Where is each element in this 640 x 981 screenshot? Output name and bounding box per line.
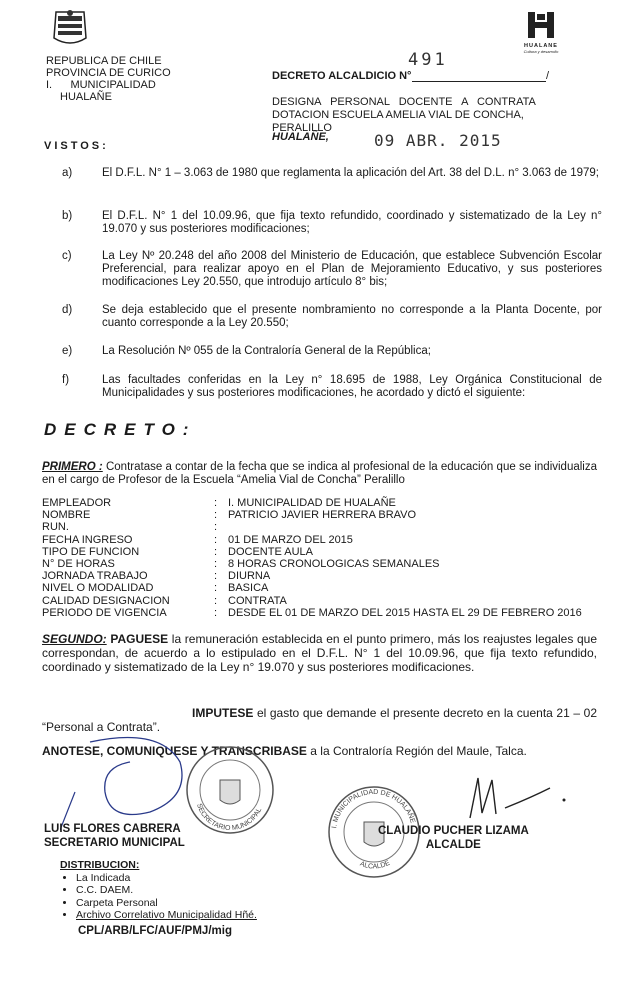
detail-value: DIURNA (228, 570, 271, 583)
issuer-block (46, 55, 171, 103)
designa-line: DESIGNA PERSONAL DOCENTE A CONTRATA (272, 96, 536, 108)
detail-row (42, 607, 602, 619)
distribution-list (60, 872, 257, 922)
detail-value (228, 521, 602, 533)
detail-separator: : (214, 509, 218, 522)
detail-separator: : (214, 497, 218, 509)
date-stamp: 09 ABR. 2015 (374, 131, 502, 150)
decreto-label: DECRETO ALCALDICIO N° (272, 70, 412, 82)
distribution-item: • Carpeta Personal (76, 897, 257, 910)
detail-separator: : (214, 557, 218, 570)
signer-name: LUIS FLORES CABRERA (44, 823, 181, 835)
detail-row (42, 558, 602, 570)
item-text: El D.F.L. N° 1 – 3.063 de 1980 que reglamenta la aplicación del Art. 38 del D.L. n° 3.063 de 1979; (102, 167, 599, 179)
distribution-heading: DISTRIBUCION: (60, 859, 140, 871)
seal-text: ALCALDE (358, 859, 392, 871)
issuer-line: HUALAÑE (60, 91, 112, 103)
decreto-slash: / (546, 70, 550, 82)
detail-key: TIPO DE FUNCION (42, 545, 140, 558)
anotese-keyword: ANOTESE, COMUNIQUESE Y TRANSCRIBASE (42, 744, 307, 758)
logo-name: HUALANE (524, 43, 558, 49)
seal-text: SECRETARIO MUNICIPAL (195, 802, 264, 833)
signer-name: CLAUDIO PUCHER LIZAMA (378, 825, 529, 837)
distribution-item: • La Indicada (76, 872, 257, 885)
detail-value: BASICA (228, 582, 269, 595)
detail-separator: : (214, 545, 218, 558)
item-letter: d) (62, 304, 73, 316)
detail-separator: : (214, 521, 218, 534)
distribution-item: • Archivo Correlativo Municipalidad Hñé. (76, 909, 257, 922)
detail-key: CALIDAD DESIGNACION (42, 594, 170, 607)
detail-value: DESDE EL 01 DE MARZO DEL 2015 HASTA EL 29 DE FEBRERO 2016 (228, 606, 582, 619)
item-text: Las facultades conferidas en la Ley n° 18.695 de 1988, Ley Orgánica Constitucional de Municipalidades y sus posteriores modificaciones, he acordado y dictó el siguiente: (102, 374, 602, 399)
vistos-item (62, 374, 602, 400)
hualane-logo (518, 10, 564, 54)
designa-line: DOTACION ESCUELA AMELIA VIAL DE CONCHA, PERALILLO (272, 109, 524, 134)
hualane-logo-icon (525, 10, 557, 40)
item-text: El D.F.L. N° 1 del 10.09.96, que fija texto refundido, coordinado y sistematizado de la Ley n° 19.070 y sus posteriores modificaciones; (102, 210, 602, 235)
vistos-heading: VISTOS: (44, 140, 109, 152)
detail-row (42, 534, 602, 546)
decreto-number: 491 (408, 50, 448, 70)
vistos-item (62, 250, 602, 289)
detail-key: N° DE HORAS (42, 557, 115, 570)
detail-value: PATRICIO JAVIER HERRERA BRAVO (228, 509, 417, 522)
segundo-paragraph (42, 632, 597, 674)
detail-separator: : (214, 582, 218, 595)
item-letter: a) (62, 167, 73, 179)
reference-codes: CPL/ARB/LFC/AUF/PMJ/mig (78, 925, 232, 937)
detail-row (42, 582, 602, 594)
left-signer (44, 822, 185, 850)
detail-value: I. MUNICIPALIDAD DE HUALAÑE (228, 497, 396, 509)
signer-title: ALCALDE (425, 839, 481, 851)
signer-title: SECRETARIO MUNICIPAL (44, 837, 185, 849)
detail-separator: : (214, 594, 218, 607)
right-signature-mark (460, 768, 570, 828)
detail-key: JORNADA TRABAJO (42, 570, 148, 583)
item-letter: c) (62, 250, 72, 262)
distribution-item: • C.C. DAEM. (76, 884, 257, 897)
vistos-item (62, 345, 602, 358)
detail-key: NOMBRE (42, 509, 91, 522)
detail-row (42, 546, 602, 558)
detail-key: EMPLEADOR (42, 497, 112, 509)
issuer-line: PROVINCIA DE CURICO (46, 67, 171, 79)
primero-paragraph (42, 461, 597, 487)
detail-value: 01 DE MARZO DEL 2015 (228, 533, 353, 546)
detail-value: 8 HORAS CRONOLOGICAS SEMANALES (228, 557, 440, 570)
imputese-paragraph (42, 706, 597, 734)
item-text: Se deja establecido que el presente nombramiento no corresponde a la Planta Docente, por cuanto corresponde a la Ley 20.550; (102, 304, 602, 329)
issuer-line: REPUBLICA DE CHILE (46, 55, 162, 67)
detail-row (42, 595, 602, 607)
left-signature-mark (60, 732, 220, 832)
municipal-crest-icon (48, 8, 92, 48)
decreto-heading: DECRETO: (44, 420, 197, 439)
appointment-details (42, 497, 602, 619)
detail-row (42, 521, 602, 533)
distribution-block (60, 859, 257, 922)
item-text: La Ley Nº 20.248 del año 2008 del Ministerio de Educación, que establece Subvención Escolar Preferencial, para realizar apoyo en el Plan de Mejoramiento Educativo, y sus posteriores modificaciones Ley 20.550, que introdujo artículo 8° bis; (102, 250, 602, 288)
vistos-item (62, 304, 602, 330)
issuer-line: I. MUNICIPALIDAD (46, 79, 156, 91)
detail-key: NIVEL O MODALIDAD (42, 582, 154, 595)
primero-label: PRIMERO : (42, 461, 103, 473)
detail-row (42, 570, 602, 582)
item-letter: f) (62, 374, 70, 386)
primero-text: Contratase a contar de la fecha que se indica al profesional de la educación que se individualiza en el cargo de Profesor de la Escuela “Amelia Vial de Concha” Peralillo (42, 461, 598, 486)
detail-value: CONTRATA (228, 594, 287, 607)
segundo-keyword: PAGUESE (106, 632, 169, 646)
item-letter: b) (62, 210, 73, 222)
detail-separator: : (214, 533, 218, 546)
segundo-text: la remuneración establecida en el punto primero, más los reajustes legales que correspondan, de acuerdo a lo estipulado en el D.F.L. N° 1 del 10.09.96, que fija texto refundido, coordinado y sistematizado de la Ley n° 19.070 y sus posteriores modificaciones. (42, 632, 598, 674)
segundo-label: SEGUNDO: (42, 632, 107, 646)
vistos-item (62, 167, 602, 180)
right-signer (378, 824, 529, 852)
detail-value: DOCENTE AULA (228, 545, 313, 558)
detail-separator: : (214, 570, 218, 583)
detail-key: FECHA INGRESO (42, 533, 133, 546)
designa-block (272, 96, 572, 135)
imputese-text: el gasto que demande el presente decreto en la cuenta 21 – 02 “Personal a Contrata”. (42, 706, 597, 734)
item-letter: e) (62, 345, 73, 357)
decreto-number-line (412, 81, 546, 82)
seal-text: I. MUNICIPALIDAD DE HUALAÑE (331, 788, 416, 829)
vistos-item (62, 210, 602, 236)
imputese-keyword: IMPUTESE (192, 706, 254, 720)
item-text: La Resolución Nº 055 de la Contraloría General de la República; (102, 345, 431, 357)
logo-tagline: Cultura y desarrollo (523, 49, 559, 54)
detail-key: RUN. (42, 521, 69, 534)
detail-row (42, 509, 602, 521)
anotese-text: a la Contraloría Región del Maule, Talca. (306, 744, 527, 758)
detail-row (42, 497, 602, 509)
place: HUALAÑE, (272, 131, 329, 143)
detail-key: PERIODO DE VIGENCIA (42, 606, 167, 619)
detail-separator: : (214, 606, 218, 619)
